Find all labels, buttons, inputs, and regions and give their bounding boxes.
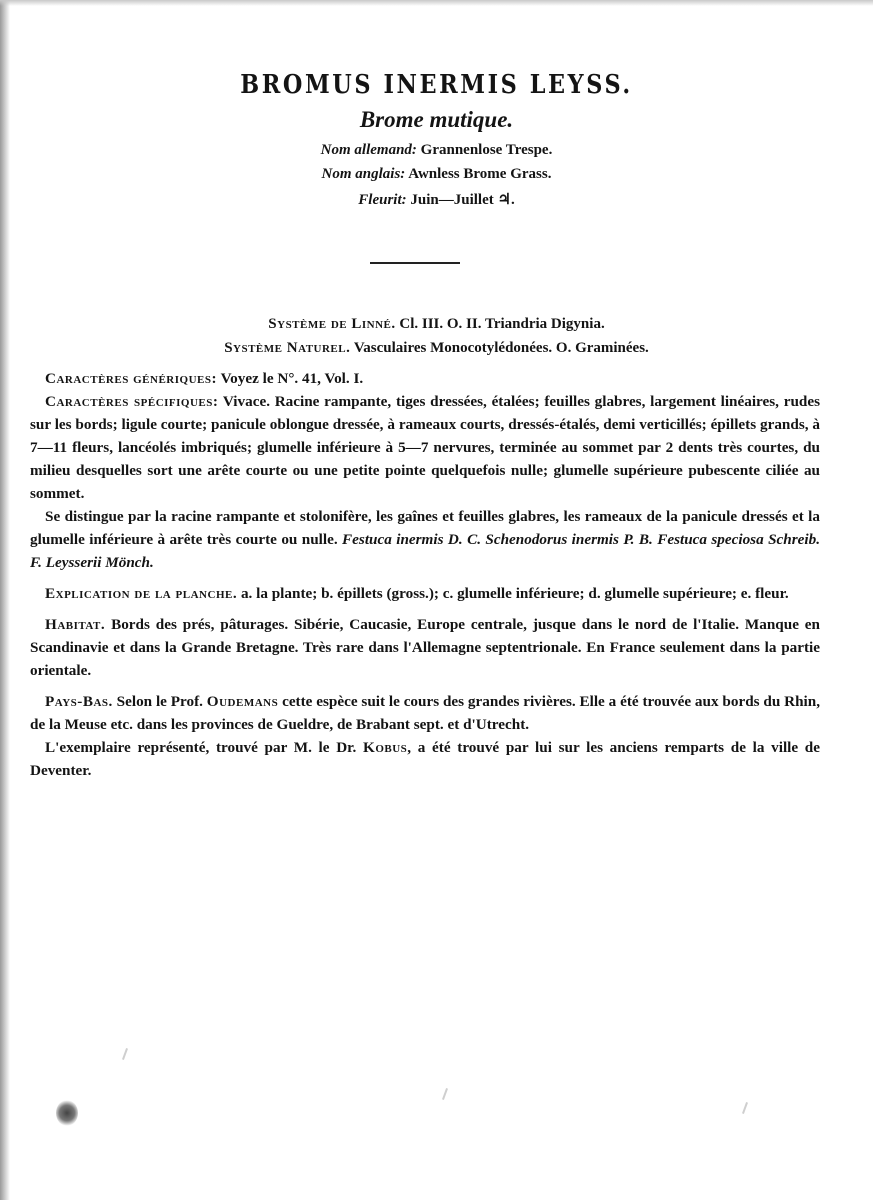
natural-system-text: Vasculaires Monocotylédonées. O. Graminées. [353,340,649,356]
flowering-value: Juin—Juillet ♃. [410,192,515,208]
kobus-name: Kobus [363,739,408,756]
synonyms-text: Festuca inermis D. C. Schenodorus inermis P. B. Festuca speciosa Schreib. F. Leysserii Mönch. [30,531,820,571]
english-name-value: Awnless Brome Grass. [408,166,552,182]
german-name-value: Grannenlose Trespe. [420,142,553,158]
specific-characters-paragraph [30,390,820,505]
habitat-label: Habitat. [45,616,106,633]
habitat-paragraph [30,613,820,682]
specific-characters-text: Vivace. Racine rampante, tiges dressées, étalées; feuilles glabres, largement linéaires, rudes sur les bords; ligule courte; panicule oblongue dressée, à rameaux courts, dressés-étalés, demi verticillés; épillets grands, à 7—11 fleurs, lancéolés imbriqués; glumelle inférieure à 5—7 nervures, terminée au sommet par 2 dents très courtes, du milieu desquelles sort une arête courte ou une petite pointe quelquefois nulle; glumelle supérieure pubescente ciliée au sommet. [30,393,820,502]
plate-explanation-paragraph [30,582,820,605]
natural-system-label: Système Naturel. [224,340,351,356]
linne-system-label: Système de Linné. [268,316,396,332]
page-subtitle: Brome mutique. [359,107,514,132]
german-name-line [0,142,873,159]
habitat-text: Bords des prés, pâturages. Sibérie, Caucasie, Europe centrale, jusque dans le nord de l'Italie. Manque en Scandinavie et dans la Grande Bretagne. Très rare dans l'Allemagne septentrionale. En France seulement dans la partie orientale. [30,616,820,679]
specific-characters-label: Caractères spécifiques: [45,393,219,410]
section-divider [370,262,460,264]
oudemans-name: Oudemans [206,693,279,710]
netherlands-text-end: cette espèce suit le cours des grandes rivières. Elle a été trouvée aux bords du Rhin, de la Meuse etc. dans les provinces de Gueldre, de Brabant sept. et d'Utrecht. [30,693,820,733]
scan-mark [742,1102,748,1114]
generic-characters-text: Voyez le N°. 41, Vol. I. [220,370,364,387]
specimen-text-start: L'exemplaire représenté, trouvé par M. le Dr. [45,739,357,756]
scan-mark [442,1088,448,1100]
netherlands-text-start: Selon le Prof. [116,693,203,710]
distinction-paragraph [30,505,820,574]
description-body [30,367,820,782]
netherlands-paragraph [30,690,820,736]
plate-explanation-label: Explication de la planche. [45,585,238,602]
linne-system-text: Cl. III. O. II. Triandria Digynia. [399,316,605,332]
generic-characters-paragraph [30,367,820,390]
flowering-line [0,190,873,209]
german-name-label: Nom allemand: [320,142,417,158]
scan-mark [122,1048,128,1060]
generic-characters-label: Caractères génériques: [45,370,218,387]
ink-blot [56,1100,78,1126]
english-name-line [0,166,873,183]
specimen-text-end: , a été trouvé par lui sur les anciens remparts de la ville de Deventer. [30,739,820,779]
distinction-text: Se distingue par la racine rampante et stolonifère, les gaînes et feuilles glabres, les rameaux de la panicule dressés et la glumelle inférieure à arête très courte ou nulle. [30,508,820,548]
flowering-label: Fleurit: [358,192,407,208]
english-name-label: Nom anglais: [321,166,406,182]
netherlands-label: Pays-Bas. [45,693,113,710]
specimen-paragraph [30,736,820,782]
plate-explanation-text: a. la plante; b. épillets (gross.); c. glumelle inférieure; d. glumelle supérieure; e. fleur. [240,585,789,602]
linne-system-line [0,316,873,333]
natural-system-line [0,340,873,357]
scan-top-shadow [0,0,873,6]
page-title: BROMUS INERMIS LEYSS. [240,70,633,100]
